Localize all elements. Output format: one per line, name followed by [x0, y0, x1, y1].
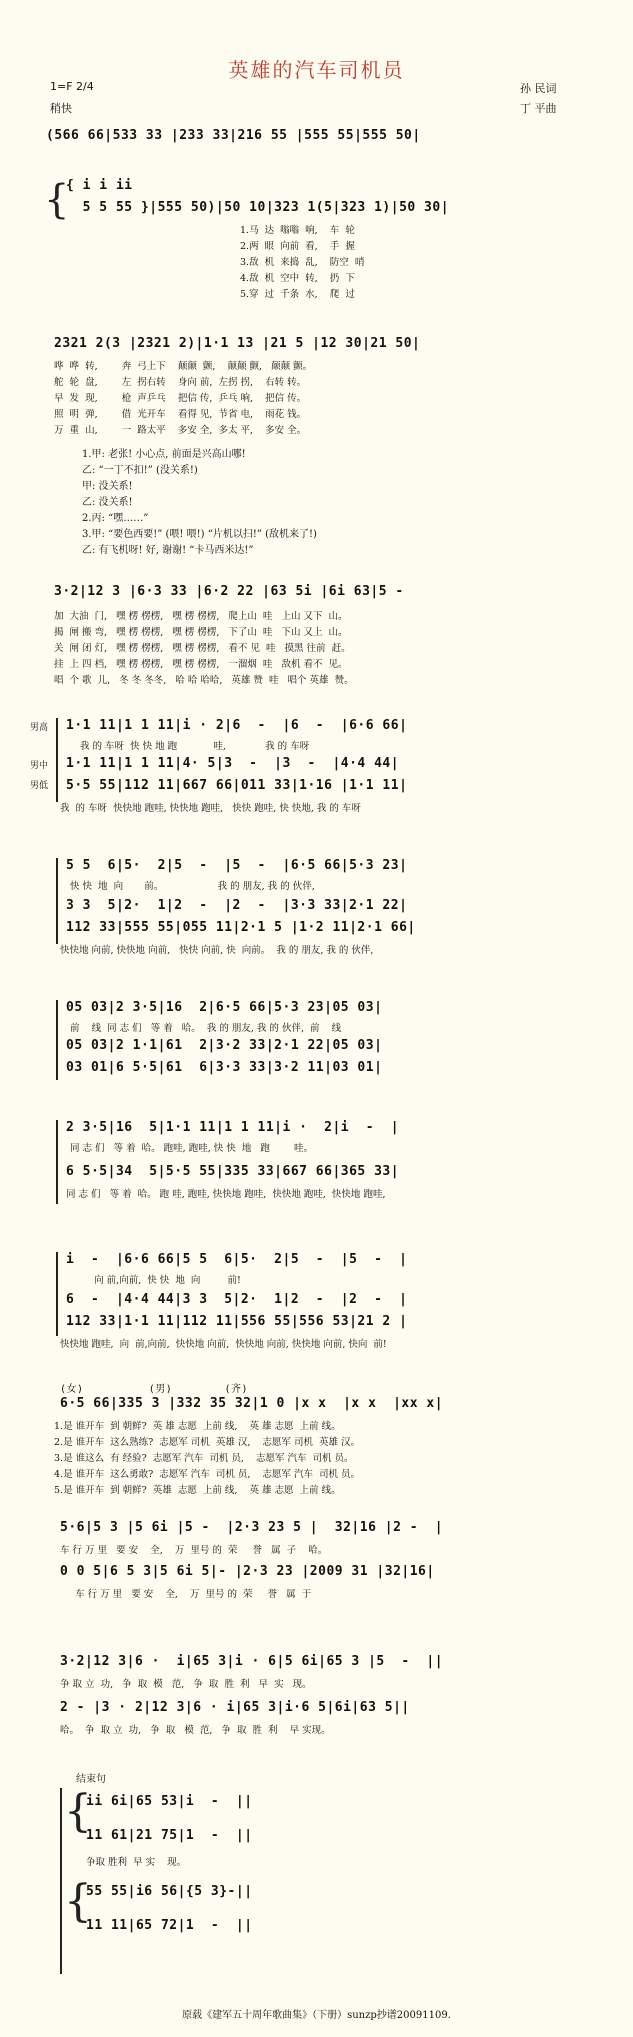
lyric-line: 争取 胜利 早 实 现。: [86, 1857, 187, 1868]
lyric-line: 快快地 向前, 快快地 向前, 快快 向前, 快 向前。 我 的 朋友, 我 的 伙伴,: [60, 945, 374, 956]
notation-line: 6·5 66|335 3 |332 35 32|1 0 |x x |x x |xx x|: [60, 1396, 444, 1411]
lyric-line: 5.是 谁开车 到 朝鲜? 英雄 志愿 上前 线, 英 雄 志愿 上前 线。: [54, 1485, 341, 1496]
notation-line: 11 61|21 75|1 - ||: [86, 1828, 253, 1843]
notation-line: i - |6·6 66|5 5 6|5· 2|5 - |5 - |: [66, 1252, 408, 1267]
lyric-line: 1.马 达 嗡嗡 响, 车 轮: [240, 225, 355, 236]
notation-line: 05 03|2 3·5|16 2|6·5 66|5·3 23|05 03|: [66, 1000, 383, 1015]
notation-line: 55 55|i6 56|{5 3}-||: [86, 1884, 253, 1899]
notation-line: 2 3·5|16 5|1·1 11|1 1 11|i · 2|i - |: [66, 1120, 400, 1135]
lyric-line: 挂 上 四 档, 嘿 楞 楞楞, 嘿 楞 楞楞, 一溜烟 哇 敌机 看不 见。: [54, 659, 348, 670]
system-bracket: [56, 858, 58, 944]
dialogue-line: 2.丙: “嘿……”: [82, 513, 149, 524]
lyric-line: 4.敌 机 空中 转, 扔 下: [240, 273, 355, 284]
lyric-line: 唱 个 歌 儿, 冬 冬 冬冬, 哈 哈 哈哈, 英雄 赞 哇 唱个 英雄 赞。: [54, 675, 354, 686]
notation-line: 03 01|6 5·5|61 6|3·3 33|3·2 11|03 01|: [66, 1060, 383, 1075]
lyric-line: 向 前,向前, 快 快 地 向 前!: [70, 1275, 241, 1286]
lyric-line: 同 志 们 等 着 哈。 跑 哇, 跑哇, 快快地 跑哇, 快快地 跑哇, 快快地 跑哇,: [66, 1189, 386, 1200]
song-title: 英雄的汽车司机员: [228, 58, 405, 82]
notation-line: 3·2|12 3 |6·3 33 |6·2 22 |63 5i |6i 63|5 -: [54, 584, 404, 599]
notation-line: (566 66|533 33 |233 33|216 55 |555 55|555 50|: [46, 128, 421, 143]
dialogue-line: 乙: 有飞机呀! 好, 谢谢! “卡马西米达!”: [82, 545, 254, 556]
lyric-line: 快快地 跑哇, 向 前,向前, 快快地 向前, 快快地 向前, 快快地 向前, 快向 前!: [60, 1339, 387, 1350]
system-bracket: [60, 1788, 62, 1974]
notation-line: 05 03|2 1·1|61 2|3·2 33|2·1 22|05 03|: [66, 1038, 383, 1053]
system-bracket: [56, 718, 58, 802]
part-label-tenor: 男高: [30, 723, 49, 733]
lyric-line: 万 重 山, 一 路太平 多安 全, 多太 平, 多安 全。: [54, 425, 307, 436]
dialogue-line: 乙: 没关系!: [82, 497, 133, 508]
dialogue-line: 1.甲: 老张! 小心点, 前面是兴高山哪!: [82, 449, 246, 460]
lyric-line: 关 闸 闭 灯, 嘿 楞 楞楞, 嘿 楞 楞楞, 看不 见 哇 摸黑 往前 赶。: [54, 643, 351, 654]
lyric-line: 2.是 谁开车 这么熟练? 志愿军 司机 英雄 汉, 志愿军 司机 英雄 汉。: [54, 1437, 361, 1448]
lyric-line: 3.敌 机 来捣 乱, 防空 哨: [240, 257, 365, 268]
notation-line: 6 5·5|34 5|5·5 55|335 33|667 66|365 33|: [66, 1164, 400, 1179]
system-bracket: [56, 1120, 58, 1204]
notation-line: 5 5 6|5· 2|5 - |5 - |6·5 66|5·3 23|: [66, 858, 408, 873]
lyric-line: 我 的 车呀 快 快 地 跑 哇, 我 的 车呀: [80, 741, 310, 752]
lyric-line: 快 快 地 向 前。 我 的 朋友, 我 的 伙伴,: [70, 881, 315, 892]
lyric-line: 3.是 谁这么 有 经验? 志愿军 汽车 司机 员, 志愿军 汽车 司机 员。: [54, 1453, 354, 1464]
notation-line: 2321 2(3 |2321 2)|1·1 13 |21 5 |12 30|21 50|: [54, 336, 421, 351]
lyric-line: 4.是 谁开车 这么勇敢? 志愿军 汽车 司机 员, 志愿军 汽车 司机 员。: [54, 1469, 361, 1480]
lyric-line: 舵 轮 盘, 左 拐右转 身向 前, 左拐 拐, 右转 转。: [54, 377, 307, 388]
system-bracket: [56, 1252, 58, 1336]
voice-labels: (女) (男) (齐): [60, 1384, 248, 1395]
lyric-line: 哈。 争 取 立 功, 争 取 模 范, 争 取 胜 利 早 实现。: [60, 1725, 331, 1736]
notation-line: 5·5 55|112 11|667 66|011 33|1·16 |1·1 11|: [66, 778, 408, 793]
coda-label: 结束句: [76, 1774, 106, 1785]
dialogue-line: 乙: “一丁不扣!” (没关系!): [82, 465, 198, 476]
notation-line: { i i ii: [66, 178, 175, 193]
notation-line: ii 6i|65 53|i - ||: [86, 1794, 253, 1809]
lyric-line: 前 线 同 志 们 等 着 哈。 我 的 朋友, 我 的 伙伴, 前 线: [70, 1023, 342, 1034]
lyric-line: 5.穿 过 千条 水, 爬 过: [240, 289, 355, 300]
dialogue-line: 3.甲: “要色西要!” (喂! 喂!) “片机以扫!” (敌机来了!): [82, 529, 317, 540]
notation-line: 1·1 11|1 1 11|4· 5|3 - |3 - |4·4 44|: [66, 756, 400, 771]
notation-line: 112 33|1·1 11|112 11|556 55|556 53|21 2 |: [66, 1314, 408, 1329]
lyric-line: 哗 哗 转, 奔 弓上下 颠颠 颤, 颠颠 颤, 颠颠 颤。: [54, 361, 313, 372]
notation-line: 5·6|5 3 |5 6i |5 - |2·3 23 5 | 32|16 |2 - |: [60, 1520, 444, 1535]
notation-line: 3 3 5|2· 1|2 - |2 - |3·3 33|2·1 22|: [66, 898, 408, 913]
tempo-marking: 稍快: [50, 102, 72, 115]
lyric-line: 2.两 眼 向前 看, 手 握: [240, 241, 355, 252]
lyric-line: 照 明 弹, 借 光开车 看得 见, 节省 电, 雨花 钱。: [54, 409, 307, 420]
notation-line: 112 33|555 55|055 11|2·1 5 |1·2 11|2·1 66|: [66, 920, 416, 935]
notation-line: 3·2|12 3|6 · i|65 3|i · 6|5 6i|65 3 |5 - ||: [60, 1654, 444, 1669]
notation-line: 2 - |3 · 2|12 3|6 · i|65 3|i·6 5|6i|63 5||: [60, 1700, 410, 1715]
notation-line: 0 0 5|6 5 3|5 6i 5|- |2·3 23 |2009 31 |32|16|: [60, 1564, 435, 1579]
part-label-baritone: 男中: [30, 761, 49, 771]
notation-line: 1·1 11|1 1 11|i · 2|6 - |6 - |6·6 66|: [66, 718, 408, 733]
part-label-bass: 男低: [30, 781, 49, 791]
dialogue-line: 甲: 没关系!: [82, 481, 133, 492]
lyric-line: 车 行 万 里 要 安 全, 万 里号 的 荣 誉 属 于: [60, 1589, 312, 1600]
brace-icon: {: [44, 177, 70, 223]
lyricist-credit: 孙 民词: [520, 82, 557, 95]
lyric-line: 加 大油 门, 嘿 楞 楞楞, 嘿 楞 楞楞, 爬上山 哇 上山 又下 山。: [54, 611, 348, 622]
key-signature: 1=F 2/4: [50, 80, 94, 93]
lyric-line: 争 取 立 功, 争 取 模 范, 争 取 胜 利 早 实 现。: [60, 1679, 312, 1690]
brace-icon: {: [64, 1786, 92, 1837]
lyric-line: 同 志 们 等 着 哈。 跑哇, 跑哇, 快 快 地 跑 哇。: [70, 1143, 314, 1154]
lyric-line: 车 行 万 里 要 安 全, 万 里号 的 荣 誉 属 子 哈。: [60, 1545, 328, 1556]
notation-line: 5 5 55 }|555 50)|50 10|323 1(5|323 1)|50 30|: [66, 200, 450, 215]
lyric-line: 揭 闸 搬 弯, 嘿 楞 楞楞, 嘿 楞 楞楞, 下了山 哇 下山 又上 山。: [54, 627, 348, 638]
source-footer: 原载《建军五十周年歌曲集》（下册）sunzp抄谱20091109.: [182, 2010, 451, 2021]
system-bracket: [56, 1000, 58, 1080]
lyric-line: 早 发 现, 枪 声乒乓 把信 传, 乒乓 响, 把信 传。: [54, 393, 307, 404]
composer-credit: 丁 平曲: [520, 102, 557, 115]
notation-line: 11 11|65 72|1 - ||: [86, 1918, 253, 1933]
brace-icon: {: [64, 1876, 92, 1927]
lyric-line: 我 的 车呀 快快地 跑哇, 快快地 跑哇, 快快 跑哇, 快 快地, 我 的 车呀: [60, 803, 361, 814]
notation-line: 6 - |4·4 44|3 3 5|2· 1|2 - |2 - |: [66, 1292, 408, 1307]
lyric-line: 1.是 谁开车 到 朝鲜? 英 雄 志愿 上前 线, 英 雄 志愿 上前 线。: [54, 1421, 341, 1432]
